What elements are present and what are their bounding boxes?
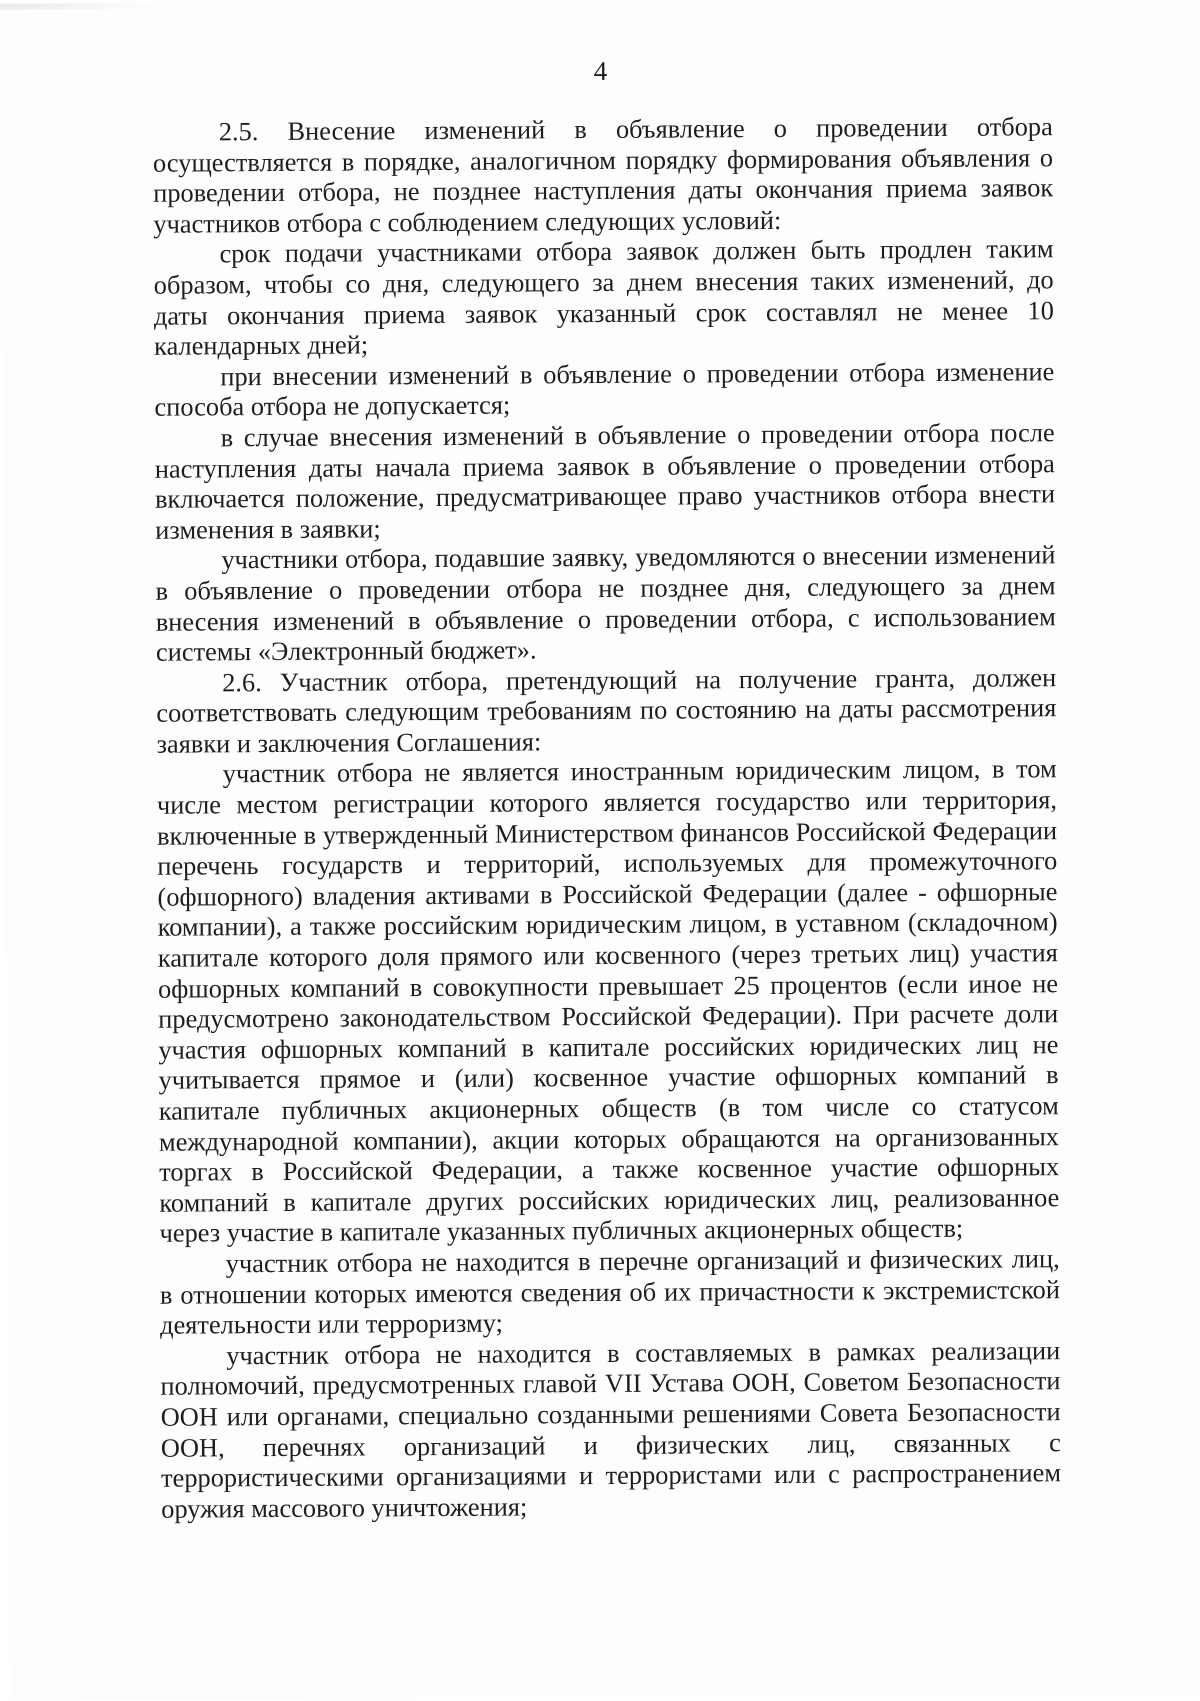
paragraph-notification: участники отбора, подавшие заявку, уведомляются о внесении изменений в объявление о проведении отбора не позднее дня, следующего за днем внесения изменений в объявление о проведении отбора, с использованием системы «Электронный бюджет». — [155, 539, 1056, 667]
paragraph-amend-applications: в случае внесения изменений в объявление о проведении отбора после наступления даты начала приема заявок в объявление о проведении отбора включается положение, предусматривающее право участников отбора внести изменения в заявки; — [154, 417, 1056, 545]
paragraph-2-6: 2.6. Участник отбора, претендующий на получение гранта, должен соответствовать следующим требованиям по состоянию на даты рассмотрения заявки и заключения Соглашения: — [156, 661, 1057, 759]
paragraph-method-unchanged: при внесении изменений в объявление о проведении отбора изменение способа отбора не допускается; — [154, 355, 1055, 423]
document-body — [153, 111, 1062, 1524]
paragraph-offshore-requirement: участник отбора не является иностранным юридическим лицом, в том числе местом регистрации которого является государство или территория, включенные в утвержденный Министерством финансов Российской Федерации перечень государств и территорий, используемых для промежуточного (офшорного) владения активами в Российской Федерации (далее - офшорные компании), а также российским юридическим лицом, в уставном (складочном) капитале которого доля прямого или косвенного (через третьих лиц) участия офшорных компаний в совокупности превышает 25 процентов (если иное не предусмотрено законодательством Российской Федерации). При расчете доли участия офшорных компаний в капитале российских юридических лиц не учитывается прямое и (или) косвенное участие офшорных компаний в капитале публичных акционерных обществ (в том числе со статусом международной компании), акции которых обращаются на организованных торгах в Российской Федерации, а также косвенное участие офшорных компаний в капитале других российских юридических лиц, реализованное через участие в капитале указанных публичных акционерных обществ; — [156, 753, 1060, 1249]
paragraph-extremism-list: участник отбора не находится в перечне организаций и физических лиц, в отношении которых имеются сведения об их причастности к экстремистской деятельности или терроризму; — [159, 1243, 1060, 1340]
paragraph-un-sanctions-list: участник отбора не находится в составляемых в рамках реализации полномочий, предусмотренных главой VII Устава ООН, Советом Безопасности ООН или органами, специально созданными решениями Совета Безопасности ООН, перечнях организаций и физических лиц, связанных с террористическими организациями и террористами или с распространением оружия массового уничтожения; — [160, 1334, 1062, 1524]
paragraph-deadline-extension: срок подачи участниками отбора заявок должен быть продлен таким образом, чтобы со дня, следующего за днем внесения таких изменений, до даты окончания приема заявок указанный срок составлял не менее 10 календарных дней; — [153, 233, 1054, 361]
page-number: 4 — [593, 55, 608, 87]
scan-artifact — [0, 3, 150, 10]
paragraph-2-5: 2.5. Внесение изменений в объявление о проведении отбора осуществляется в порядке, аналогичном порядку формирования объявления о проведении отбора, не позднее наступления даты окончания приема заявок участников отбора с соблюдением следующих условий: — [152, 111, 1054, 239]
